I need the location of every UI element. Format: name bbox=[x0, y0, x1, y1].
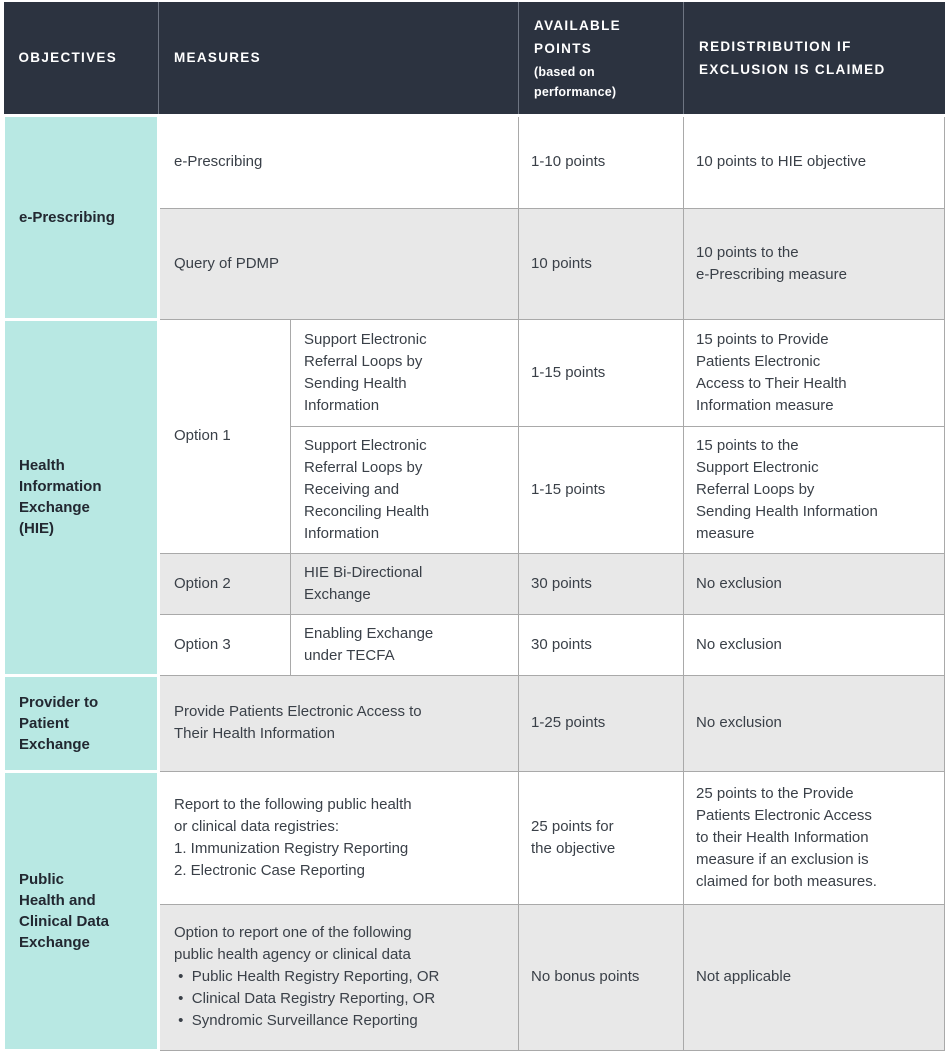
measure-cell: Report to the following public health or clinical data registries: 1. Immunization Registry Reporting 2. Electronic Case Reporting bbox=[159, 771, 519, 904]
points-cell: 30 points bbox=[519, 553, 684, 614]
redistribution-cell: No exclusion bbox=[684, 675, 945, 771]
redistribution-cell: 10 points to HIE objective bbox=[684, 115, 945, 208]
option-cell: Option 1 bbox=[159, 319, 291, 553]
measure-cell: e-Prescribing bbox=[159, 115, 519, 208]
measure-cell: Support Electronic Referral Loops by Receiving and Reconciling Health Information bbox=[291, 426, 519, 553]
points-cell: 1-10 points bbox=[519, 115, 684, 208]
redistribution-cell: 15 points to the Support Electronic Referral Loops by Sending Health Information measure bbox=[684, 426, 945, 553]
measure-cell: Enabling Exchange under TECFA bbox=[291, 614, 519, 675]
measures-header bbox=[159, 2, 519, 115]
redistribution-header bbox=[684, 2, 945, 115]
table-row bbox=[4, 319, 945, 426]
objective-cell-hie: Health Information Exchange (HIE) bbox=[4, 319, 159, 675]
measure-cell: Provide Patients Electronic Access to Their Health Information bbox=[159, 675, 519, 771]
table-row bbox=[4, 115, 945, 208]
table-row bbox=[4, 771, 945, 904]
available-points-note: (based on performance) bbox=[534, 64, 617, 99]
points-table bbox=[2, 2, 945, 1052]
points-cell: No bonus points bbox=[519, 904, 684, 1050]
redistribution-cell: 15 points to Provide Patients Electronic Access to Their Health Information measure bbox=[684, 319, 945, 426]
option-cell: Option 3 bbox=[159, 614, 291, 675]
table-header bbox=[4, 2, 945, 115]
objective-cell-eprescribing: e-Prescribing bbox=[4, 115, 159, 319]
available-points-header bbox=[519, 2, 684, 115]
objective-cell-public-health: Public Health and Clinical Data Exchange bbox=[4, 771, 159, 1050]
redistribution-cell: Not applicable bbox=[684, 904, 945, 1050]
measure-cell: Option to report one of the following public health agency or clinical data • Public Health Registry Reporting, OR • Clinical Data Registry Reporting, OR • Syndromic Surveillance Reporting bbox=[159, 904, 519, 1050]
measure-cell: Query of PDMP bbox=[159, 208, 519, 319]
table-row bbox=[4, 675, 945, 771]
points-cell: 1-15 points bbox=[519, 426, 684, 553]
objective-cell-provider-patient: Provider to Patient Exchange bbox=[4, 675, 159, 771]
redistribution-cell: 25 points to the Provide Patients Electronic Access to their Health Information measure if an exclusion is claimed for both measures. bbox=[684, 771, 945, 904]
option-cell: Option 2 bbox=[159, 553, 291, 614]
redistribution-cell: No exclusion bbox=[684, 553, 945, 614]
measures-header-label: MEASURES bbox=[174, 50, 261, 66]
objectives-header-label: OBJECTIVES bbox=[18, 50, 118, 66]
redistribution-cell: 10 points to the e-Prescribing measure bbox=[684, 208, 945, 319]
points-cell: 10 points bbox=[519, 208, 684, 319]
points-cell: 1-25 points bbox=[519, 675, 684, 771]
measure-cell: HIE Bi-Directional Exchange bbox=[291, 553, 519, 614]
available-points-label: AVAILABLE POINTS bbox=[534, 17, 621, 56]
points-cell: 1-15 points bbox=[519, 319, 684, 426]
measure-cell: Support Electronic Referral Loops by Sending Health Information bbox=[291, 319, 519, 426]
table-body bbox=[4, 115, 945, 1050]
header-row bbox=[4, 2, 945, 115]
redistribution-header-label: REDISTRIBUTION IF EXCLUSION IS CLAIMED bbox=[699, 38, 886, 77]
objectives-header bbox=[4, 2, 159, 115]
points-cell: 25 points for the objective bbox=[519, 771, 684, 904]
redistribution-cell: No exclusion bbox=[684, 614, 945, 675]
points-cell: 30 points bbox=[519, 614, 684, 675]
